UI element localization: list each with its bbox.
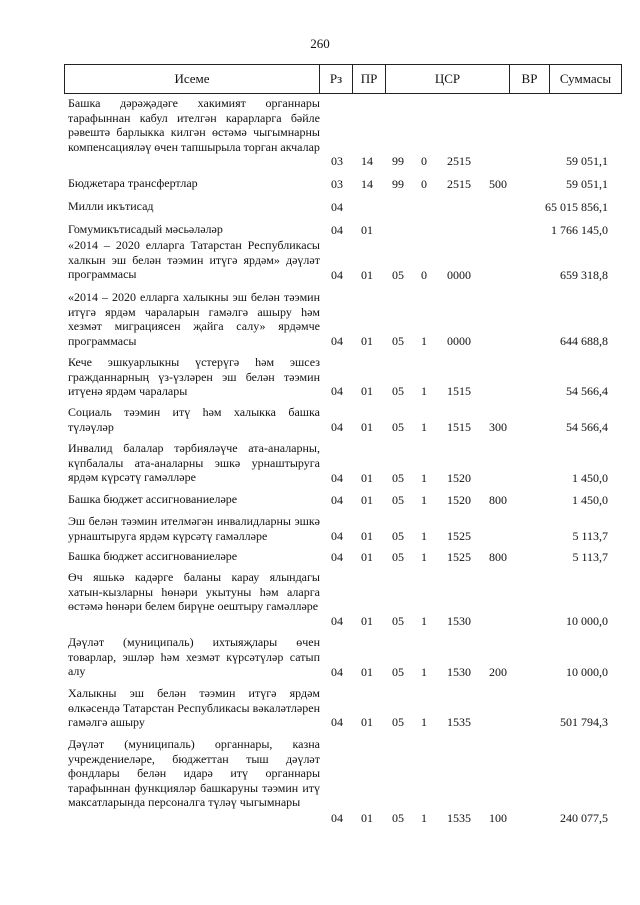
row-vr: 200 xyxy=(489,664,507,679)
row-pr: 01 xyxy=(361,664,373,679)
row-csr-direction: 2515 xyxy=(447,176,471,191)
row-rz: 04 xyxy=(331,419,343,434)
row-csr-program: 05 xyxy=(392,613,404,628)
row-sum: 54 566,4 xyxy=(566,419,608,434)
row-pr: 01 xyxy=(361,492,373,507)
table-row xyxy=(0,222,640,237)
row-sum: 59 051,1 xyxy=(566,153,608,168)
table-row xyxy=(0,441,640,485)
table-row xyxy=(0,570,640,628)
table-row xyxy=(0,355,640,398)
header-name: Исеме xyxy=(65,65,320,93)
row-csr-subprogram: 0 xyxy=(421,153,427,168)
header-rz: Рз xyxy=(320,65,353,93)
row-name: Бюджетара трансфертлар xyxy=(68,176,198,190)
row-pr: 14 xyxy=(361,176,373,191)
row-sum: 1 450,0 xyxy=(572,470,608,485)
row-pr: 01 xyxy=(361,419,373,434)
row-csr-direction: 1530 xyxy=(447,613,471,628)
row-csr-direction: 1535 xyxy=(447,714,471,729)
row-vr: 100 xyxy=(489,810,507,825)
row-name: Гомумикътисадый мәсьәләләр xyxy=(68,222,223,236)
row-sum: 644 688,8 xyxy=(560,333,608,348)
table-row xyxy=(0,290,640,348)
row-sum: 5 113,7 xyxy=(572,528,608,543)
row-csr-program: 05 xyxy=(392,549,404,564)
row-csr-direction: 1515 xyxy=(447,383,471,398)
row-csr-direction: 1525 xyxy=(447,528,471,543)
row-csr-subprogram: 0 xyxy=(421,267,427,282)
header-csr: ЦСР xyxy=(386,65,510,93)
row-vr: 800 xyxy=(489,549,507,564)
row-name: Дәүләт (муниципаль) органнары, казна учреждениеләре, бюджеттан тыш дәүләт фондлары белән идарә итү органнары тарафыннан функцияләр башкаруны тәэмин итү максатларында персоналга түләү чыгымнары xyxy=(68,737,320,809)
row-sum: 1 450,0 xyxy=(572,492,608,507)
row-sum: 10 000,0 xyxy=(566,664,608,679)
row-name: Милли икътисад xyxy=(68,199,154,213)
row-name: Халыкны эш белән тәэмин итүгә ярдәм өлкәсендә Татарстан Республикасы вәкаләтләрен гамәлгә ашыру xyxy=(68,686,320,729)
row-csr-direction: 1535 xyxy=(447,810,471,825)
row-rz: 03 xyxy=(331,176,343,191)
row-pr: 01 xyxy=(361,549,373,564)
row-vr: 300 xyxy=(489,419,507,434)
row-pr: 01 xyxy=(361,528,373,543)
row-pr: 14 xyxy=(361,153,373,168)
row-csr-program: 05 xyxy=(392,470,404,485)
row-name: Башка дәрәҗәдәге хакимият органнары тарафыннан кабул ителгән карарларга бәйле рәвештә барлыкка килгән өстәмә чыгымнарны компенсацияләү өчен тапшырыла торган акчалар xyxy=(68,96,320,154)
row-csr-direction: 2515 xyxy=(447,153,471,168)
row-pr: 01 xyxy=(361,613,373,628)
row-sum: 240 077,5 xyxy=(560,810,608,825)
row-csr-program: 05 xyxy=(392,492,404,507)
table-row xyxy=(0,199,640,214)
row-name: Кече эшкуарлыкны үстерүгә һәм эшсез гражданнарның үз-үзләрен эш белән тәэмин итүенә ярдәм чаралары xyxy=(68,355,320,398)
row-csr-direction: 1515 xyxy=(447,419,471,434)
header-vr: ВР xyxy=(510,65,550,93)
row-csr-program: 05 xyxy=(392,333,404,348)
row-pr: 01 xyxy=(361,222,373,237)
row-pr: 01 xyxy=(361,333,373,348)
row-pr: 01 xyxy=(361,470,373,485)
row-sum: 65 015 856,1 xyxy=(545,199,608,214)
row-csr-subprogram: 1 xyxy=(421,613,427,628)
row-name: Башка бюджет ассигнованиеләре xyxy=(68,492,238,506)
row-name: Башка бюджет ассигнованиеләре xyxy=(68,549,238,563)
table-row xyxy=(0,176,640,191)
row-csr-direction: 0000 xyxy=(447,267,471,282)
row-rz: 04 xyxy=(331,664,343,679)
row-csr-program: 05 xyxy=(392,419,404,434)
row-name: Социаль тәэмин итү һәм халыкка башка түләүләр xyxy=(68,405,320,434)
row-csr-direction: 1525 xyxy=(447,549,471,564)
row-rz: 04 xyxy=(331,528,343,543)
row-rz: 04 xyxy=(331,199,343,214)
row-csr-program: 05 xyxy=(392,810,404,825)
table-row xyxy=(0,737,640,825)
row-sum: 1 766 145,0 xyxy=(551,222,608,237)
row-csr-program: 99 xyxy=(392,176,404,191)
table-row xyxy=(0,549,640,564)
row-rz: 03 xyxy=(331,153,343,168)
row-sum: 59 051,1 xyxy=(566,176,608,191)
row-vr: 800 xyxy=(489,492,507,507)
row-csr-direction: 1520 xyxy=(447,470,471,485)
row-csr-direction: 1530 xyxy=(447,664,471,679)
table-header xyxy=(64,64,622,94)
row-csr-subprogram: 1 xyxy=(421,810,427,825)
row-rz: 04 xyxy=(331,613,343,628)
row-sum: 659 318,8 xyxy=(560,267,608,282)
row-name: «2014 – 2020 елларга Татарстан Республикасы халкын эш белән тәэмин итүгә ярдәм» дәүләт программасы xyxy=(68,238,320,281)
row-csr-subprogram: 1 xyxy=(421,714,427,729)
row-name: «2014 – 2020 елларга халыкны эш белән тәэмин итүгә ярдәм чараларын гамәлгә ашыру һәм хезмәт миграциясен җайга салу» ярдәмче программасы xyxy=(68,290,320,348)
row-csr-program: 05 xyxy=(392,664,404,679)
row-csr-subprogram: 1 xyxy=(421,383,427,398)
row-csr-program: 05 xyxy=(392,383,404,398)
row-csr-direction: 1520 xyxy=(447,492,471,507)
row-rz: 04 xyxy=(331,470,343,485)
table-row xyxy=(0,96,640,168)
row-rz: 04 xyxy=(331,222,343,237)
table-row xyxy=(0,405,640,434)
row-csr-direction: 0000 xyxy=(447,333,471,348)
row-pr: 01 xyxy=(361,383,373,398)
row-csr-subprogram: 1 xyxy=(421,419,427,434)
row-csr-subprogram: 1 xyxy=(421,470,427,485)
row-csr-subprogram: 0 xyxy=(421,176,427,191)
page-number: 260 xyxy=(310,36,330,51)
row-vr: 500 xyxy=(489,176,507,191)
header-sum: Суммасы xyxy=(559,71,612,86)
row-rz: 04 xyxy=(331,333,343,348)
table-row xyxy=(0,238,640,282)
row-rz: 04 xyxy=(331,549,343,564)
row-pr: 01 xyxy=(361,810,373,825)
row-csr-program: 05 xyxy=(392,528,404,543)
row-sum: 501 794,3 xyxy=(560,714,608,729)
row-csr-subprogram: 1 xyxy=(421,528,427,543)
table-row xyxy=(0,635,640,679)
row-rz: 04 xyxy=(331,383,343,398)
row-name: Инвалид балалар тәрбияләүче ата-аналарны, күпбалалы ата-аналарны эшкә урнаштыруга ярдәм күрсәтү гамәлләре xyxy=(68,441,320,484)
row-name: Дәүләт (муниципаль) ихтыяҗлары өчен товарлар, эшләр һәм хезмәт күрсәтүләр сатып алу xyxy=(68,635,320,678)
row-csr-program: 05 xyxy=(392,714,404,729)
row-csr-program: 99 xyxy=(392,153,404,168)
row-sum: 54 566,4 xyxy=(566,383,608,398)
row-name: Өч яшькә кадәрге баланы карау ялындагы хатын-кызларны һөнәри укытуны һәм аларга өстәмә һөнәри белем бирүне оештыру гамәлләре xyxy=(68,570,320,613)
row-sum: 10 000,0 xyxy=(566,613,608,628)
row-csr-program: 05 xyxy=(392,267,404,282)
row-csr-subprogram: 1 xyxy=(421,492,427,507)
table-row xyxy=(0,514,640,543)
row-rz: 04 xyxy=(331,810,343,825)
row-rz: 04 xyxy=(331,492,343,507)
header-pr: ПР xyxy=(353,65,386,93)
row-csr-subprogram: 1 xyxy=(421,333,427,348)
row-pr: 01 xyxy=(361,267,373,282)
row-csr-subprogram: 1 xyxy=(421,549,427,564)
row-rz: 04 xyxy=(331,267,343,282)
row-sum: 5 113,7 xyxy=(572,549,608,564)
row-rz: 04 xyxy=(331,714,343,729)
row-pr: 01 xyxy=(361,714,373,729)
row-csr-subprogram: 1 xyxy=(421,664,427,679)
table-row xyxy=(0,492,640,507)
table-row xyxy=(0,686,640,729)
row-name: Эш белән тәэмин ителмәгән инвалидларны эшкә урнаштыруга ярдәм күрсәтү гамәлләре xyxy=(68,514,320,543)
